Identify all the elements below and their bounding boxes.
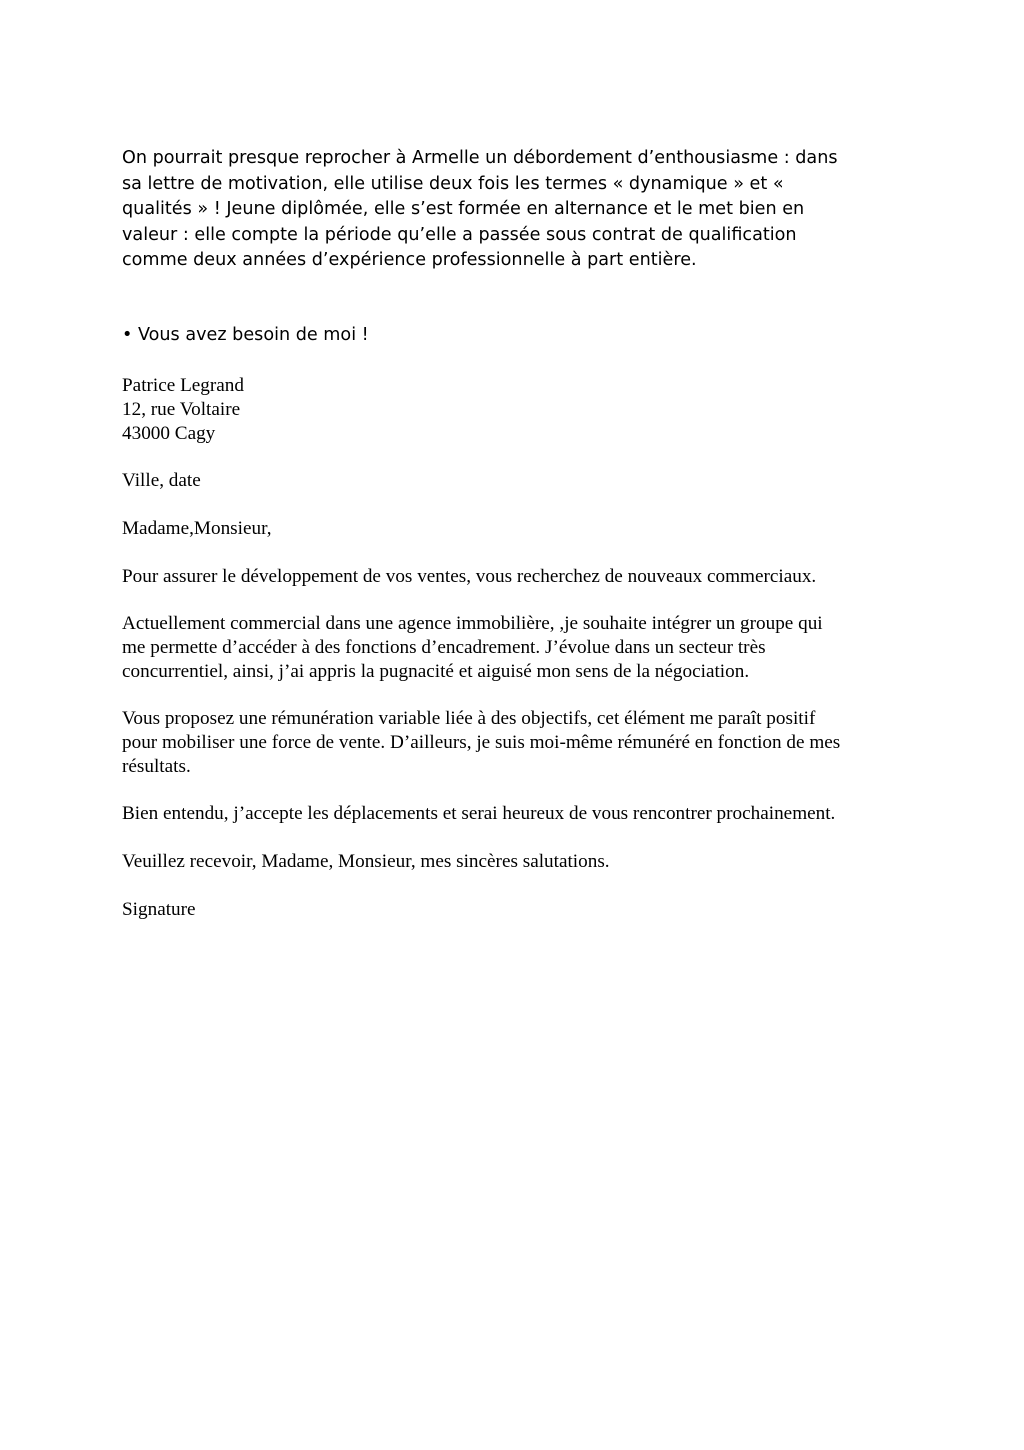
paragraph-line: Vous proposez une rémunération variable liée à des objectifs, cet élément me paraît positif <box>122 708 816 729</box>
sender-street: 12, rue Voltaire <box>122 399 241 420</box>
intro-paragraph <box>122 146 912 274</box>
signature: Signature <box>122 899 196 920</box>
paragraph-line: résultats. <box>122 756 191 777</box>
sender-name: Patrice Legrand <box>122 375 244 396</box>
intro-line: sa lettre de motivation, elle utilise deux fois les termes « dynamique » et « <box>122 173 784 194</box>
letter-paragraph-2 <box>122 612 823 684</box>
closing-formula: Veuillez recevoir, Madame, Monsieur, mes sincères salutations. <box>122 851 610 872</box>
letter-paragraph-4: Bien entendu, j’accepte les déplacements et serai heureux de vous rencontrer prochainement. <box>122 803 836 824</box>
place-date: Ville, date <box>122 470 201 491</box>
section-heading: • Vous avez besoin de moi ! <box>122 325 369 345</box>
paragraph-line: me permette d’accéder à des fonctions d’encadrement. J’évolue dans un secteur très <box>122 637 766 658</box>
intro-line: valeur : elle compte la période qu’elle a passée sous contrat de qualification <box>122 224 797 245</box>
sender-address <box>122 374 244 446</box>
intro-line: qualités » ! Jeune diplômée, elle s’est formée en alternance et le met bien en <box>122 199 805 220</box>
paragraph-line: Actuellement commercial dans une agence immobilière, ,je souhaite intégrer un groupe qui <box>122 613 823 634</box>
sender-city: 43000 Cagy <box>122 423 216 444</box>
intro-line: comme deux années d’expérience professionnelle à part entière. <box>122 250 697 271</box>
paragraph-line: concurrentiel, ainsi, j’ai appris la pugnacité et aiguisé mon sens de la négociation. <box>122 661 750 682</box>
salutation: Madame,Monsieur, <box>122 518 272 539</box>
letter-paragraph-3 <box>122 707 840 779</box>
intro-line: On pourrait presque reprocher à Armelle un débordement d’enthousiasme : dans <box>122 148 838 168</box>
paragraph-line: pour mobiliser une force de vente. D’ailleurs, je suis moi-même rémunéré en fonction de mes <box>122 732 841 753</box>
letter-paragraph-1: Pour assurer le développement de vos ventes, vous recherchez de nouveaux commerciaux. <box>122 566 817 587</box>
